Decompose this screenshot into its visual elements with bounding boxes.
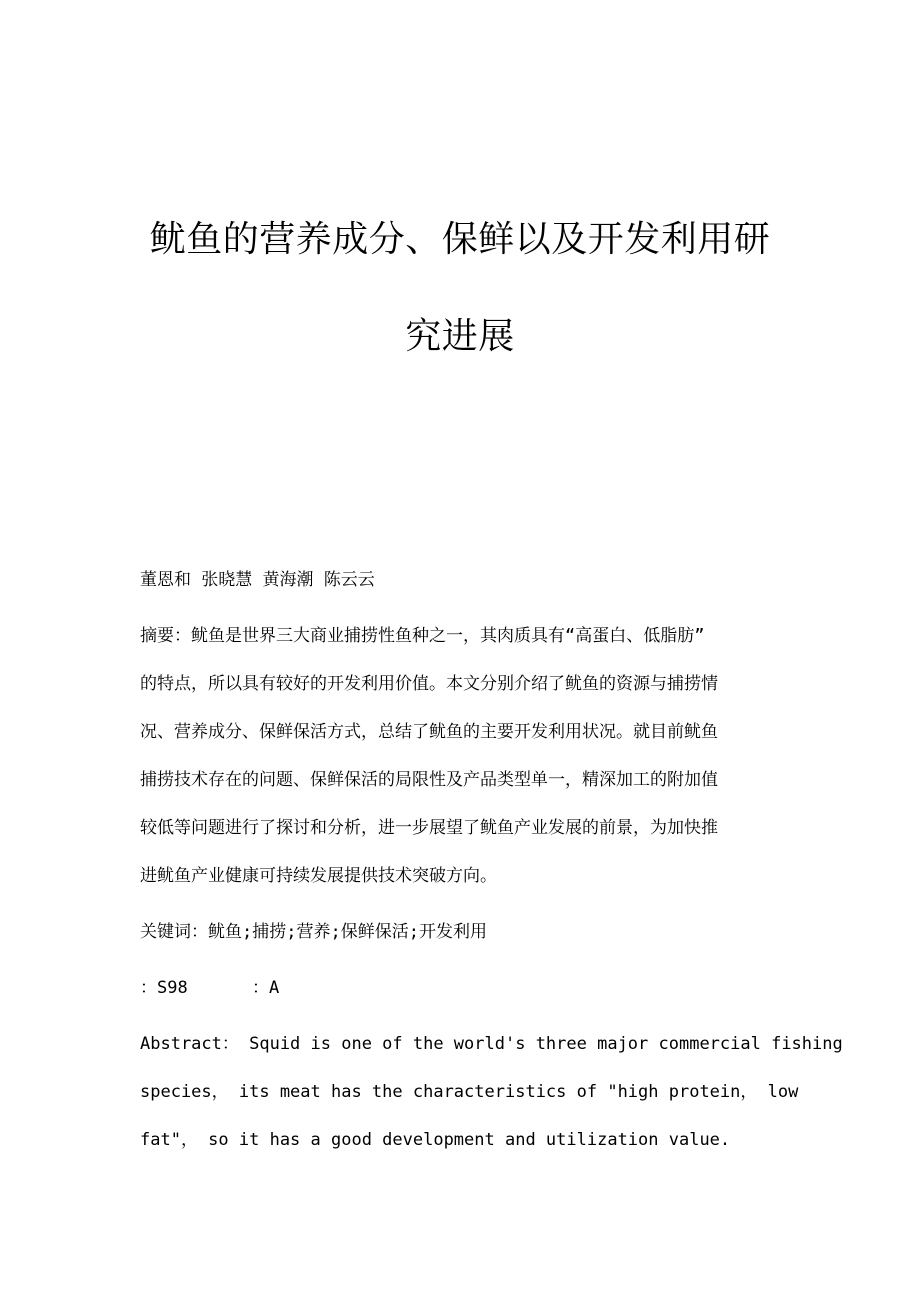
chinese-abstract (140, 612, 790, 900)
abstract-cn-line: 况、营养成分、保鲜保活方式，总结了鱿鱼的主要开发利用状况。就目前鱿鱼 (140, 722, 718, 742)
english-abstract (140, 1020, 843, 1164)
paper-title-line-1: 鱿鱼的营养成分、保鲜以及开发利用研 (149, 219, 771, 260)
abstract-en-line: Abstract： Squid is one of the world's three major commercial fishing (140, 1034, 843, 1054)
paper-title-line-2: 究进展 (405, 316, 515, 357)
abstract-cn-line: 捕捞技术存在的问题、保鲜保活的局限性及产品类型单一，精深加工的附加值 (140, 770, 718, 790)
classification-codes (140, 964, 790, 1012)
document-code: ：A (252, 978, 280, 998)
abstract-cn-line: 的特点，所以具有较好的开发利用价值。本文分别介绍了鱿鱼的资源与捕捞情 (140, 674, 718, 694)
abstract-cn-line: 较低等问题进行了探讨和分析，进一步展望了鱿鱼产业发展的前景，为加快推 (140, 818, 718, 838)
abstract-en-line: fat"， so it has a good development and utilization value. (140, 1130, 731, 1150)
keywords: 关键词：鱿鱼;捕捞;营养;保鲜保活;开发利用 (140, 922, 487, 942)
clc-number: ：S98 (140, 978, 188, 998)
abstract-cn-line: 摘要：鱿鱼是世界三大商业捕捞性鱼种之一，其肉质具有“高蛋白、低脂肪” (140, 626, 705, 646)
abstract-cn-line: 进鱿鱼产业健康可持续发展提供技术突破方向。 (140, 866, 497, 886)
abstract-en-line: species， its meat has the characteristics of "high protein， low (140, 1082, 799, 1102)
author-list: 董恩和 张晓慧 黄海潮 陈云云 (140, 570, 375, 590)
